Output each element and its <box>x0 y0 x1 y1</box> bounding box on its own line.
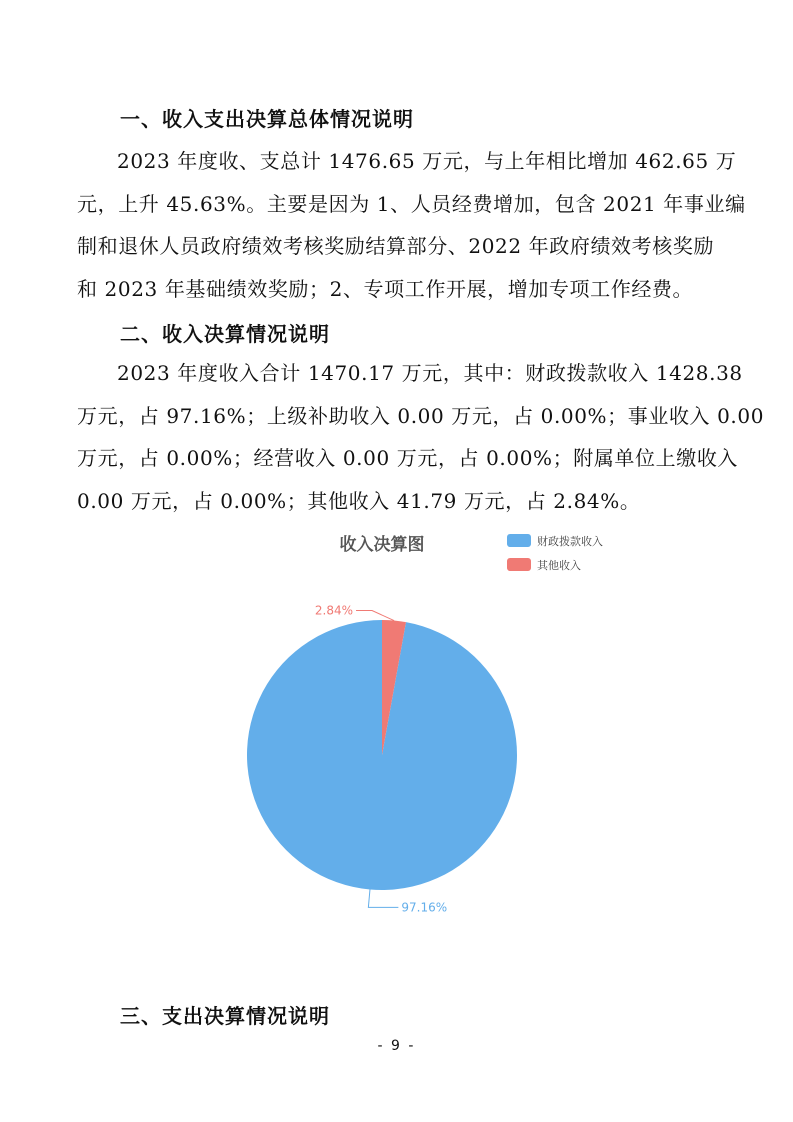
income-pie-chart <box>0 520 793 920</box>
section1-paragraph <box>77 140 746 310</box>
leader-line <box>368 889 398 907</box>
leader-line <box>356 611 394 621</box>
paragraph-line: 万元，占 0.00%；经营收入 0.00 万元，占 0.00%；附属单位上缴收入 <box>77 446 739 470</box>
chart-legend <box>507 534 603 572</box>
section2-heading: 二、收入决算情况说明 <box>120 322 330 346</box>
legend-swatch <box>507 534 531 547</box>
paragraph-line: 2023 年度收、支总计 1476.65 万元，与上年相比增加 462.65 万 <box>117 149 737 173</box>
page-number: - 9 - <box>377 1038 416 1054</box>
paragraph-line: 0.00 万元，占 0.00%；其他收入 41.79 万元，占 2.84%。 <box>77 488 641 513</box>
legend-label: 其他收入 <box>537 559 581 572</box>
paragraph-line: 和 2023 年基础绩效奖励；2、专项工作开展，增加专项工作经费。 <box>77 276 694 301</box>
paragraph-line: 2023 年度收入合计 1470.17 万元，其中：财政拨款收入 1428.38 <box>117 361 743 385</box>
section1-heading: 一、收入支出决算总体情况说明 <box>120 107 414 131</box>
paragraph-line: 制和退休人员政府绩效考核奖励结算部分、2022 年政府绩效考核奖励 <box>77 234 715 258</box>
legend-swatch <box>507 558 531 571</box>
section3-heading: 三、支出决算情况说明 <box>120 1004 330 1028</box>
legend-label: 财政拨款收入 <box>537 535 603 548</box>
data-label: 97.16% <box>401 900 448 915</box>
chart-title: 收入决算图 <box>339 535 425 555</box>
paragraph-line: 元，上升 45.63%。主要是因为 1、人员经费增加，包含 2021 年事业编 <box>77 191 746 216</box>
section2-paragraph <box>77 352 765 522</box>
legend-item <box>507 534 603 548</box>
paragraph-line: 万元，占 97.16%；上级补助收入 0.00 万元，占 0.00%；事业收入 0.00 <box>77 403 765 428</box>
data-label: 2.84% <box>314 603 354 618</box>
legend-item <box>507 558 581 572</box>
pie-slices <box>247 620 517 890</box>
